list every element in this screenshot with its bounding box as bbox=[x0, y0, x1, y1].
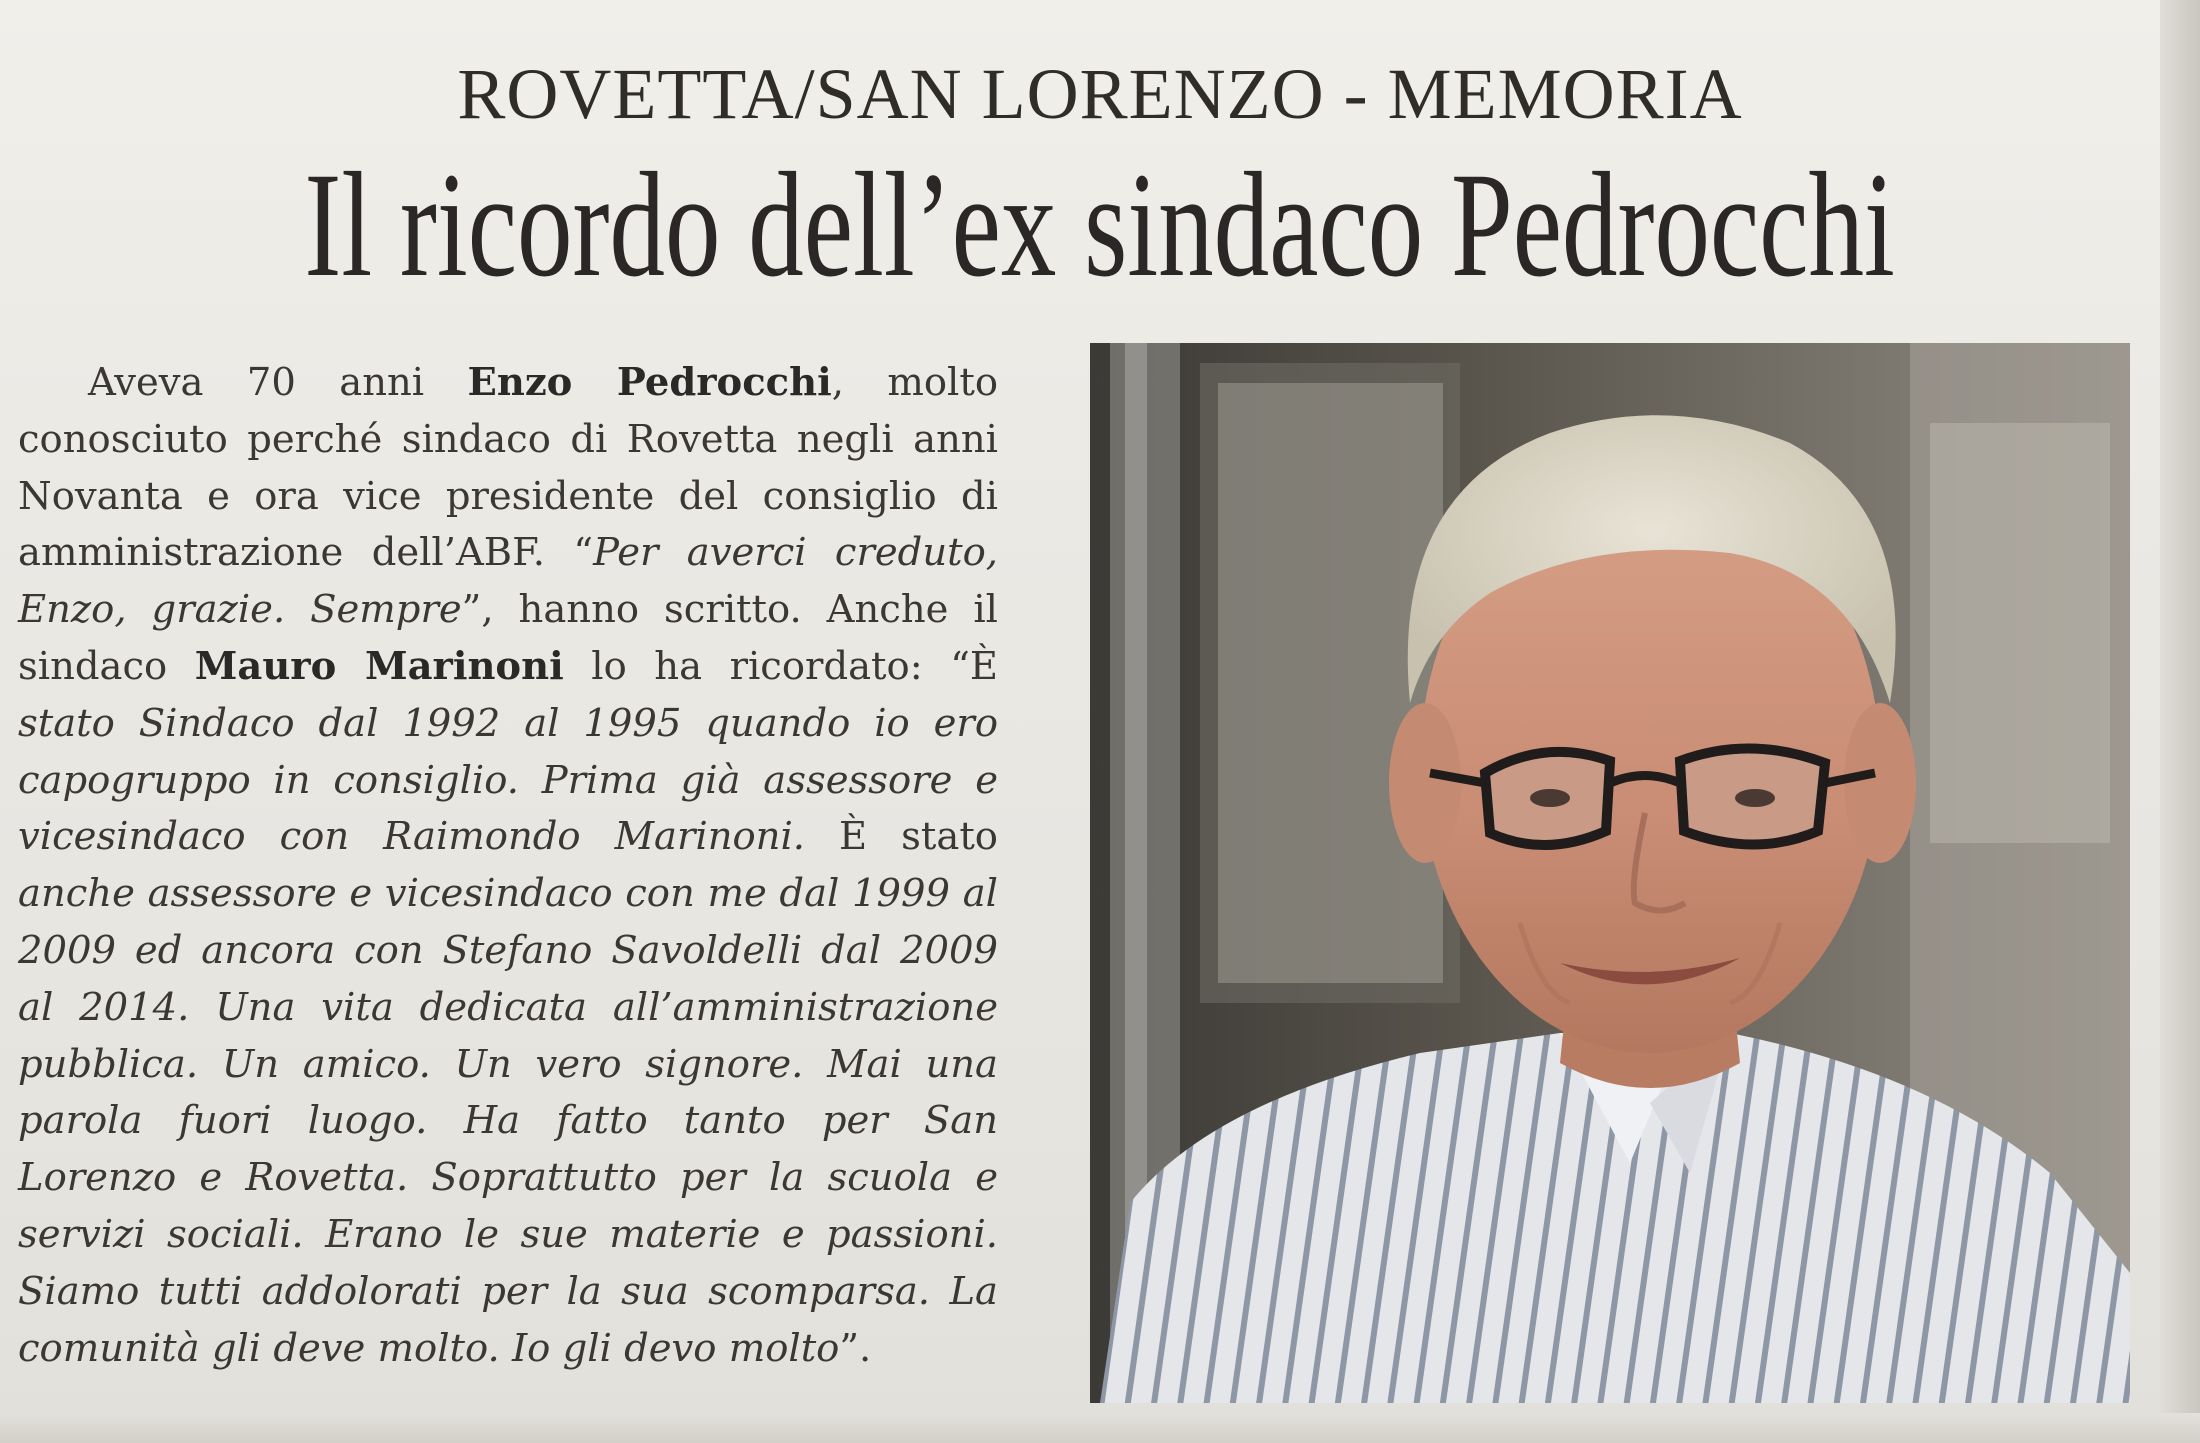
portrait-illustration bbox=[1090, 343, 2130, 1403]
person-name: Enzo Pedrocchi bbox=[467, 360, 832, 405]
quote-segment: stato Sindaco dal 1992 al 1995 quando io ero capogruppo in consiglio. Prima già assessore e vicesindaco con Raimondo Marinoni. bbox=[18, 700, 998, 860]
quote-segment: Per averci creduto, Enzo, grazie. Sempre bbox=[18, 530, 998, 633]
page-edge-bottom bbox=[0, 1413, 2200, 1443]
body-paragraph bbox=[18, 355, 998, 1377]
body-segment: lo ha ricordato: “È bbox=[563, 643, 998, 689]
person-name: Mauro Marinoni bbox=[194, 643, 564, 689]
headline-text: Il ricordo dell’ex sindaco Pedrocchi bbox=[304, 142, 1896, 308]
article-headline bbox=[0, 142, 2200, 308]
portrait-photo bbox=[1090, 343, 2130, 1403]
article-body bbox=[18, 355, 998, 1377]
body-segment: Aveva 70 anni bbox=[88, 360, 468, 405]
quote-segment: anche assessore e vicesindaco con me dal 1999 al 2009 ed ancora con Stefano Savoldelli dal 2009 al 2014. Una vita dedicata all’amministrazione pubblica. Un amico. Un vero signore. Mai una parola fuori luogo. Ha fatto tanto per San Lorenzo e Rovetta. Soprattutto per la scuola e servizi sociali. Erano le sue materie e passioni. Siamo tutti addolorati per la sua scomparsa. La comunità gli deve molto. Io gli devo molto bbox=[18, 871, 998, 1371]
body-segment: È stato bbox=[839, 814, 998, 860]
body-segment: ”, hanno scritto. Anche il sindaco bbox=[18, 587, 998, 689]
body-segment: , molto conosciuto perché sindaco di Rovetta negli anni Novanta e ora vice presidente del consiglio di amministrazione dell’ABF. “ bbox=[18, 360, 998, 576]
article-kicker: ROVETTA/SAN LORENZO - MEMORIA bbox=[457, 54, 1743, 134]
body-segment: ”. bbox=[839, 1325, 872, 1371]
